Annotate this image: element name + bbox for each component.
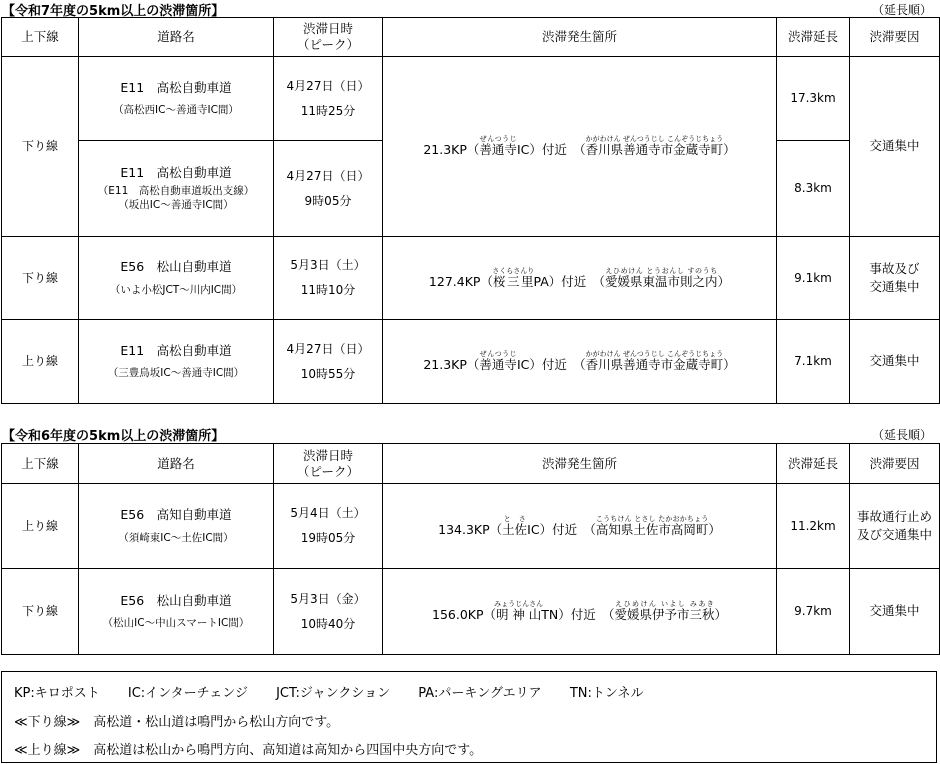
section-title: 【令和6年度の5km以上の渋滞箇所】 xyxy=(2,429,225,444)
congestion-table-r7 xyxy=(1,17,940,404)
length-cell: 9.1km xyxy=(777,237,850,320)
peak-time: 9時05分 xyxy=(304,193,352,208)
table-row xyxy=(2,320,940,404)
table-row xyxy=(2,57,940,141)
road-name: E56 松山自動車道 xyxy=(120,259,232,275)
length-cell: 8.3km xyxy=(777,141,850,237)
location-text: 21.3KP（善通寺ぜんつうじIC）付近 （香川県善通寺市金蔵寺町かがわけん ぜんつうじし こんぞうじちょう） xyxy=(423,350,736,373)
road-name: E56 松山自動車道 xyxy=(120,592,232,608)
legend-tn: TN:トンネル xyxy=(569,686,644,701)
header-location: 渋滞発生箇所 xyxy=(383,444,777,484)
location-text: 134.3KP（土佐と さIC）付近 （高知県土佐市高岡町こうちけん とさし たかおかちょう） xyxy=(438,514,721,537)
location-cell xyxy=(383,484,777,569)
road-name: E11 高松自動車道 xyxy=(120,165,232,181)
sort-note: （延長順） xyxy=(871,3,932,17)
peak-time: 19時05分 xyxy=(300,531,356,545)
cause-cell: 交通集中 xyxy=(850,320,940,404)
road-section: （松山IC～中山スマートIC間） xyxy=(102,617,250,630)
peak-time: 11時10分 xyxy=(300,283,356,297)
road-cell xyxy=(79,569,274,655)
datetime-cell xyxy=(274,569,383,655)
length-cell: 11.2km xyxy=(777,484,850,569)
header-datetime: 渋滞日時 （ピーク） xyxy=(274,444,383,484)
road-name: E11 高松自動車道 xyxy=(120,79,232,95)
legend-ic: IC:インターチェンジ xyxy=(127,686,248,701)
road-section: （高松西IC～善通寺IC間） xyxy=(113,104,239,117)
location-cell xyxy=(383,569,777,655)
cause-cell: 事故通行止め 及び交通集中 xyxy=(850,484,940,569)
cause-cell: 交通集中 xyxy=(850,57,940,237)
header-direction: 上下線 xyxy=(2,18,79,57)
table-row xyxy=(2,484,940,569)
direction-cell: 下り線 xyxy=(2,237,79,320)
legend-pa: PA:パーキングエリア xyxy=(418,686,542,701)
header-location: 渋滞発生箇所 xyxy=(383,18,777,57)
legend-down-direction: ≪下り線≫ 高松道・松山道は鳴門から松山方向です。 xyxy=(14,715,340,730)
location-cell xyxy=(383,320,777,404)
road-section: （いよ小松JCT～川内IC間） xyxy=(109,283,243,296)
location-cell xyxy=(383,237,777,320)
location-cell xyxy=(383,57,777,237)
header-length: 渋滞延長 xyxy=(777,18,850,57)
peak-time: 10時40分 xyxy=(300,616,356,631)
header-cause: 渋滞要因 xyxy=(850,444,940,484)
congestion-table-r6 xyxy=(1,443,940,655)
abbreviation-legend xyxy=(14,682,667,701)
road-section: （三豊鳥坂IC～善通寺IC間） xyxy=(107,367,245,380)
length-cell: 7.1km xyxy=(777,320,850,404)
direction-cell: 下り線 xyxy=(2,57,79,237)
table-header-row xyxy=(2,18,940,57)
datetime-cell xyxy=(274,57,383,141)
direction-cell: 上り線 xyxy=(2,320,79,404)
peak-time: 11時25分 xyxy=(300,103,356,118)
table-header-row xyxy=(2,444,940,484)
cause-cell: 交通集中 xyxy=(850,569,940,655)
datetime-cell xyxy=(274,237,383,320)
legend-box xyxy=(1,671,937,763)
road-cell xyxy=(79,484,274,569)
length-cell: 9.7km xyxy=(777,569,850,655)
header-road: 道路名 xyxy=(79,444,274,484)
datetime-cell xyxy=(274,141,383,237)
peak-date: 4月27日（日） xyxy=(286,341,370,356)
peak-date: 5月3日（金） xyxy=(290,591,366,606)
header-length: 渋滞延長 xyxy=(777,444,850,484)
road-section: （須崎東IC～土佐IC間） xyxy=(118,531,234,544)
header-cause: 渋滞要因 xyxy=(850,18,940,57)
direction-cell: 下り線 xyxy=(2,569,79,655)
peak-date: 4月27日（日） xyxy=(286,168,370,183)
table-row xyxy=(2,569,940,655)
peak-date: 5月4日（土） xyxy=(290,506,366,520)
road-name: E11 高松自動車道 xyxy=(120,342,232,358)
peak-time: 10時55分 xyxy=(300,366,356,381)
location-text: 21.3KP（善通寺ぜんつうじIC）付近 （香川県善通寺市金蔵寺町かがわけん ぜんつうじし こんぞうじちょう） xyxy=(423,135,736,158)
header-road: 道路名 xyxy=(79,18,274,57)
sort-note: （延長順） xyxy=(871,428,932,442)
road-name: E56 高知自動車道 xyxy=(120,507,232,523)
datetime-cell xyxy=(274,320,383,404)
datetime-cell xyxy=(274,484,383,569)
length-cell: 17.3km xyxy=(777,57,850,141)
section-title: 【令和7年度の5km以上の渋滞箇所】 xyxy=(2,4,225,19)
road-cell xyxy=(79,237,274,320)
header-datetime: 渋滞日時 （ピーク） xyxy=(274,18,383,57)
table-row xyxy=(2,237,940,320)
peak-date: 4月27日（日） xyxy=(286,78,370,93)
road-cell xyxy=(79,320,274,404)
road-cell xyxy=(79,141,274,237)
legend-kp: KP:キロポスト xyxy=(14,686,100,701)
header-direction: 上下線 xyxy=(2,444,79,484)
road-section: （E11 高松自動車道坂出支線） （坂出IC～善通寺IC間） xyxy=(97,184,255,211)
cause-cell: 事故及び 交通集中 xyxy=(850,237,940,320)
legend-up-direction: ≪上り線≫ 高松道は松山から鳴門方向、高知道は高知から四国中央方向です。 xyxy=(14,743,483,758)
peak-date: 5月3日（土） xyxy=(290,258,366,272)
location-text: 156.0KP（明神山みょうじんさんTN）付近 （愛媛県伊予市三秋えひめけん いよし みあき） xyxy=(432,600,727,623)
location-text: 127.4KP（桜三里さくらさんりPA）付近 （愛媛県東温市則之内えひめけん とうおんし すのうち） xyxy=(428,266,731,289)
direction-cell: 上り線 xyxy=(2,484,79,569)
road-cell xyxy=(79,57,274,141)
legend-jct: JCT:ジャンクション xyxy=(276,686,391,701)
